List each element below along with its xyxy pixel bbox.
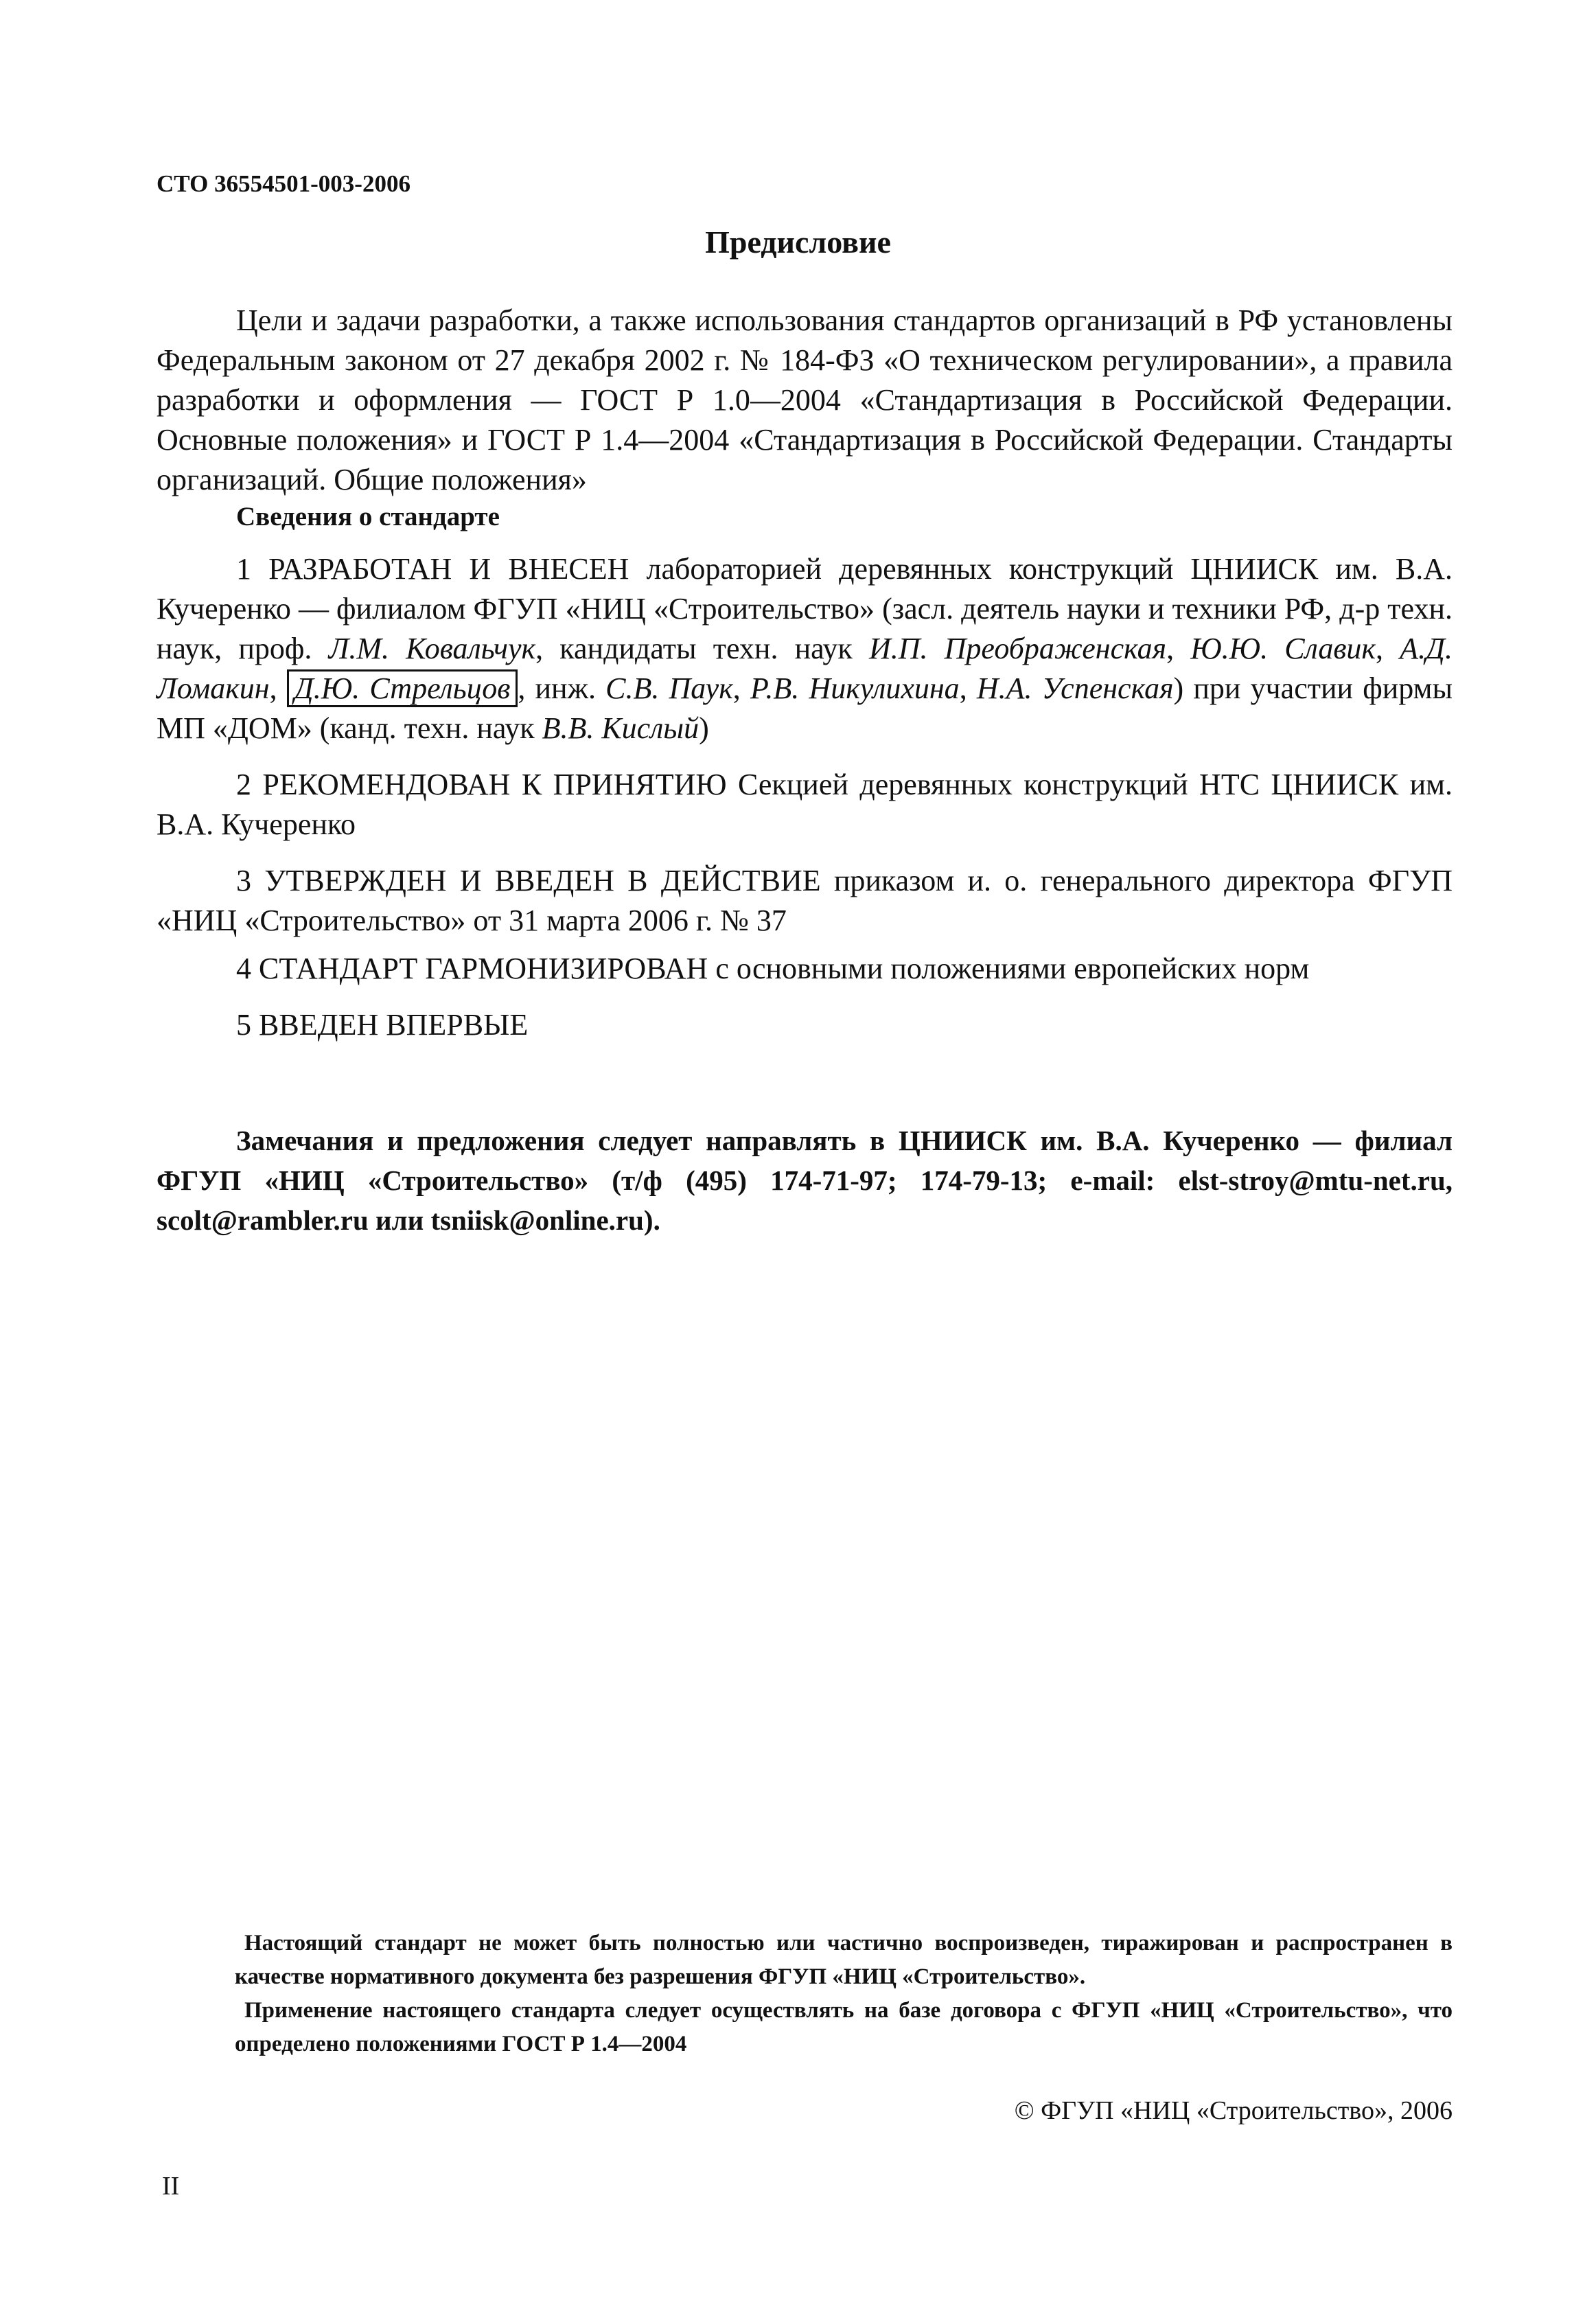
reproduction-notice: Настоящий стандарт не может быть полностью или частично воспроизведен, тиражирован и распространен в качестве нормативного документа без разрешения ФГУП «НИЦ «Строительство». xyxy=(235,1931,1453,1989)
page-number: II xyxy=(162,2172,180,2201)
item-approved: 3 УТВЕРЖДЕН И ВВЕДЕН В ДЕЙСТВИЕ приказом и. о. генерального директора ФГУП «НИЦ «Строительство» от 31 марта 2006 г. № 37 xyxy=(157,864,1453,937)
copyright: © ФГУП «НИЦ «Строительство», 2006 xyxy=(1014,2096,1453,2125)
document-code: СТО 36554501-003-2006 xyxy=(157,170,410,197)
item-first-introduced: 5 ВВЕДЕН ВПЕРВЫЕ xyxy=(236,1008,529,1042)
contact-paragraph: Замечания и предложения следует направлять в ЦНИИСК им. В.А. Кучеренко — филиал ФГУП «НИЦ «Строительство» (т/ф (495) 174-71-97; 174-79-13; e-mail: elst-stroy@mtu-net.ru, scolt@rambler.ru или tsniisk@online.ru). xyxy=(157,1125,1453,1236)
boxed-name: Д.Ю. Стрельцов xyxy=(287,669,518,707)
intro-paragraph: Цели и задачи разработки, а также использования стандартов организаций в РФ установлены Федеральным законом от 27 декабря 2002 г. № 184-ФЗ «О техническом регулировании», а правила разработки и оформления — ГОСТ Р 1.0—2004 «Стандартизация в Российской Федерации. Основные положения» и ГОСТ Р 1.4—2004 «Стандартизация в Российской Федерации. Стандарты организаций. Общие положения» xyxy=(157,303,1453,496)
application-notice: Применение настоящего стандарта следует осуществлять на базе договора с ФГУП «НИЦ «Строительство», что определено положениями ГОСТ Р 1.4—2004 xyxy=(235,1998,1453,2056)
item-harmonized: 4 СТАНДАРТ ГАРМОНИЗИРОВАН с основными положениями европейских норм xyxy=(236,952,1310,985)
standard-info-heading: Сведения о стандарте xyxy=(236,502,500,531)
item-developed-by: 1 РАЗРАБОТАН И ВНЕСЕН лабораторией деревянных конструкций ЦНИИСК им. В.А. Кучеренко — филиалом ФГУП «НИЦ «Строительство» (засл. деятель науки и техники РФ, д-р техн. наук, проф. Л.М. Ковальчук, кандидаты техн. наук И.П. Преображенская, Ю.Ю. Славик, А.Д. Ломакин, Д.Ю. Стрельцов , инж. С.В. Паук, Р.В. Никулихина, Н.А. Успенская) при участии фирмы МП «ДОМ» (канд. техн. наук В.В. Кислый) xyxy=(157,552,1453,745)
page-title: Предисловие xyxy=(705,225,891,260)
item-recommended: 2 РЕКОМЕНДОВАН К ПРИНЯТИЮ Секцией деревянных конструкций НТС ЦНИИСК им. В.А. Кучеренко xyxy=(157,768,1453,841)
